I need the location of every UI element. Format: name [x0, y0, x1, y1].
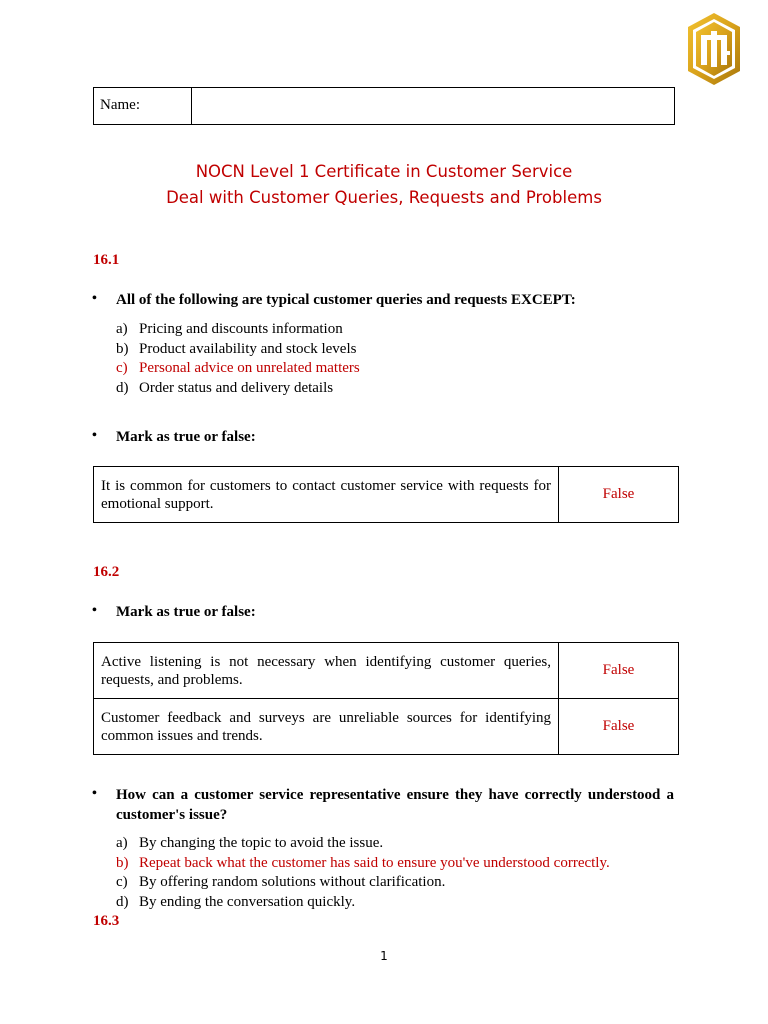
- document-subtitle: Deal with Customer Queries, Requests and Problems: [166, 188, 602, 207]
- option-item-correct: b) Repeat back what the customer has said to ensure you've understood correctly.: [116, 854, 610, 871]
- answer-cell: False: [559, 643, 679, 699]
- section-heading: 16.3: [93, 913, 120, 929]
- page-number: 1: [380, 949, 388, 963]
- option-item: a) Pricing and discounts information: [116, 321, 343, 337]
- name-table: [93, 87, 675, 125]
- option-item: d) By ending the conversation quickly.: [116, 893, 356, 910]
- document-title: NOCN Level 1 Certificate in Customer Service: [195, 162, 573, 181]
- answer-options: [116, 834, 610, 912]
- answer-cell: False: [559, 467, 679, 523]
- question-text: How can a customer service representative ensure they have correctly understood a customer's issue?: [116, 787, 674, 823]
- true-false-table: [93, 466, 679, 523]
- statement-cell: Customer feedback and surveys are unreliable sources for identifying common issues and trends.: [94, 699, 559, 755]
- question-text: All of the following are typical customer queries and requests EXCEPT:: [116, 292, 576, 308]
- option-item: d) Order status and delivery details: [116, 379, 334, 396]
- statement-cell: Active listening is not necessary when identifying customer queries, requests, and problems.: [94, 643, 559, 699]
- section-heading: 16.2: [93, 564, 120, 580]
- name-field[interactable]: [192, 88, 674, 124]
- option-item: c) By offering random solutions without clarification.: [116, 874, 446, 890]
- answer-cell: False: [559, 699, 679, 755]
- table-row: [94, 467, 679, 523]
- bullet-icon: •: [92, 603, 97, 618]
- atg-logo: [686, 11, 742, 87]
- true-false-table: [93, 642, 679, 755]
- bullet-icon: •: [92, 786, 97, 801]
- bullet-icon: •: [92, 291, 97, 306]
- option-item: a) By changing the topic to avoid the issue.: [116, 835, 384, 851]
- question-text: Mark as true or false:: [116, 604, 256, 620]
- table-row: [94, 643, 679, 699]
- statement-cell: It is common for customers to contact customer service with requests for emotional support.: [94, 467, 559, 523]
- table-row: [94, 699, 679, 755]
- option-item: b) Product availability and stock levels: [116, 340, 357, 357]
- question-text: Mark as true or false:: [116, 429, 256, 445]
- answer-options: [116, 320, 360, 398]
- name-label: Name:: [94, 88, 192, 124]
- option-item-correct: c) Personal advice on unrelated matters: [116, 360, 360, 376]
- section-heading: 16.1: [93, 252, 120, 268]
- bullet-icon: •: [92, 428, 97, 443]
